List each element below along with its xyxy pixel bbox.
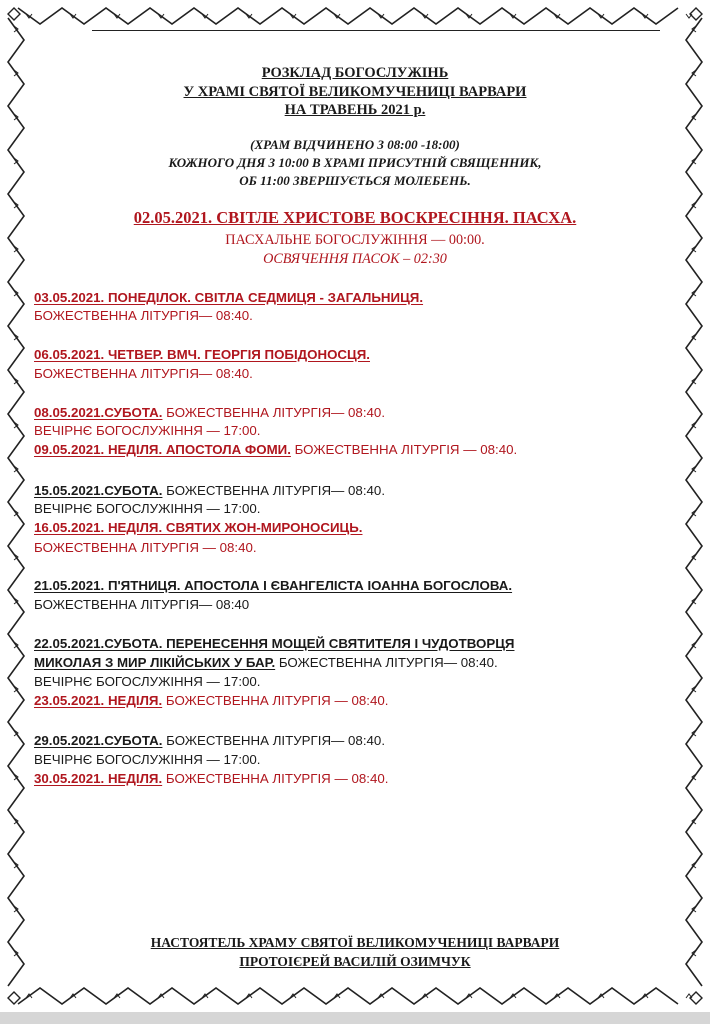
schedule-month: НА ТРАВЕНЬ 2021 р. xyxy=(284,102,426,118)
rector-name: ПРОТОІЄРЕЙ ВАСИЛІЙ ОЗИМЧУК xyxy=(239,954,471,969)
bottom-strip xyxy=(0,1012,710,1024)
priest-present-note: КОЖНОГО ДНЯ З 10:00 В ХРАМІ ПРИСУТНІЙ СВЯЩЕННИК, xyxy=(168,155,542,170)
entry-service: БОЖЕСТВЕННА ЛІТУРГІЯ — 08:40. xyxy=(34,540,257,555)
church-name: У ХРАМІ СВЯТОЇ ВЕЛИКОМУЧЕНИЦІ ВАРВАРИ xyxy=(183,84,527,100)
entry-date: 22.05.2021.СУБОТА. ПЕРЕНЕСЕННЯ МОЩЕЙ СВЯТИТЕЛЯ І ЧУДОТВОРЦЯ xyxy=(34,636,515,651)
entry-evening: ВЕЧІРНЄ БОГОСЛУЖІННЯ — 17:00. xyxy=(34,423,261,438)
rector-title: НАСТОЯТЕЛЬ ХРАМУ СВЯТОЇ ВЕЛИКОМУЧЕНИЦІ ВАРВАРИ xyxy=(150,935,560,950)
schedule-title: РОЗКЛАД БОГОСЛУЖІНЬ xyxy=(261,65,449,81)
entry-evening: ВЕЧІРНЄ БОГОСЛУЖІННЯ — 17:00. xyxy=(34,752,261,767)
entry-date: 23.05.2021. НЕДІЛЯ. БОЖЕСТВЕННА ЛІТУРГІЯ — 08:40. xyxy=(34,693,389,708)
entry-service: БОЖЕСТВЕННА ЛІТУРГІЯ— 08:40. xyxy=(34,366,253,381)
entry-date: 30.05.2021. НЕДІЛЯ. БОЖЕСТВЕННА ЛІТУРГІЯ — 08:40. xyxy=(34,771,389,786)
entry-evening: ВЕЧІРНЄ БОГОСЛУЖІННЯ — 17:00. xyxy=(34,674,261,689)
entry-date: 15.05.2021.СУБОТА. БОЖЕСТВЕННА ЛІТУРГІЯ— 08:40. xyxy=(34,483,386,498)
header-rule xyxy=(92,30,660,31)
entry-date: 16.05.2021. НЕДІЛЯ. СВЯТИХ ЖОН-МИРОНОСИЦЬ. xyxy=(34,520,363,535)
easter-service: ПАСХАЛЬНЕ БОГОСЛУЖІННЯ — 00:00. xyxy=(225,232,485,248)
entry-service: БОЖЕСТВЕННА ЛІТУРГІЯ— 08:40. xyxy=(34,308,253,323)
entry-service: БОЖЕСТВЕННА ЛІТУРГІЯ— 08:40 xyxy=(34,597,250,612)
entry-date: 29.05.2021.СУБОТА. БОЖЕСТВЕННА ЛІТУРГІЯ— 08:40. xyxy=(34,733,386,748)
entry-date: 06.05.2021. ЧЕТВЕР. ВМЧ. ГЕОРГІЯ ПОБІДОНОСЦЯ. xyxy=(34,347,370,362)
entry-evening: ВЕЧІРНЄ БОГОСЛУЖІННЯ — 17:00. xyxy=(34,501,261,516)
entry-date: 09.05.2021. НЕДІЛЯ. АПОСТОЛА ФОМИ. БОЖЕСТВЕННА ЛІТУРГІЯ — 08:40. xyxy=(34,442,518,457)
entry-date: 08.05.2021.СУБОТА. БОЖЕСТВЕННА ЛІТУРГІЯ— 08:40. xyxy=(34,405,386,420)
opening-hours-note: (ХРАМ ВІДЧИНЕНО З 08:00 -18:00) xyxy=(250,137,460,152)
easter-title: 02.05.2021. СВІТЛЕ ХРИСТОВЕ ВОСКРЕСІННЯ. ПАСХА. xyxy=(133,208,577,227)
entry-date: МИКОЛАЯ З МИР ЛІКІЙСЬКИХ У БАР. БОЖЕСТВЕННА ЛІТУРГІЯ— 08:40. xyxy=(34,655,498,670)
easter-blessing: ОСВЯЧЕННЯ ПАСОК – 02:30 xyxy=(263,251,447,267)
entry-date: 03.05.2021. ПОНЕДІЛОК. СВІТЛА СЕДМИЦЯ - ЗАГАЛЬНИЦЯ. xyxy=(34,290,424,305)
entry-date: 21.05.2021. П'ЯТНИЦЯ. АПОСТОЛА І ЄВАНГЕЛІСТА ІОАННА БОГОСЛОВА. xyxy=(34,578,513,593)
moleben-note: ОБ 11:00 ЗВЕРШУЄТЬСЯ МОЛЕБЕНЬ. xyxy=(239,173,471,188)
